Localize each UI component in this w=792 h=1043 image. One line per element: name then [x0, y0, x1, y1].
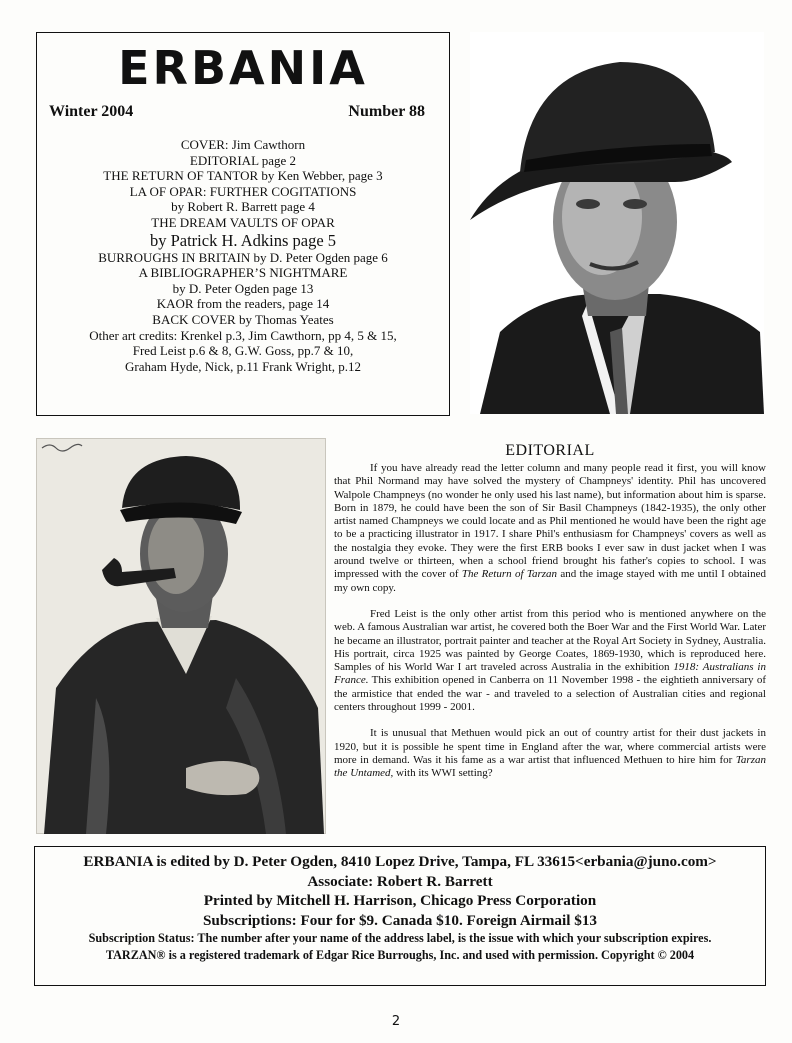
- table-of-contents: [37, 137, 449, 374]
- paragraph-text: Fred Leist is the only other artist from this period who is mentioned anywhere on the web. A famous Australian war artist, he covered both the Boer War and the First World War. Later he became an illustrator, portrait painter and teacher at the Royal Art Society in Sydney, Australia. His portrait, circa 1925 was painted by George Coates, 1869-1930, which is reproduced here. Samples of his World War I art traveled across Australia in the exhibition: [334, 607, 766, 674]
- toc-entry: Fred Leist p.6 & 8, G.W. Goss, pp.7 & 10,: [132, 343, 354, 359]
- photo-man-in-fedora: [470, 32, 764, 414]
- toc-entry: COVER: Jim Cawthorn: [180, 137, 306, 152]
- toc-entry: Graham Hyde, Nick, p.11 Frank Wright, p.12: [125, 358, 361, 374]
- editorial-paragraph-1: [334, 462, 766, 595]
- exhibition-title: 1918: Australians in France.: [334, 661, 766, 687]
- issue-line: [49, 103, 425, 121]
- associate-line: Associate: Robert R. Barrett: [307, 872, 493, 890]
- toc-entry: A BIBLIOGRAPHER’S NIGHTMARE: [138, 265, 348, 281]
- toc-entry: Other art credits: Krenkel p.3, Jim Cawthorn, pp 4, 5 & 15,: [89, 327, 397, 343]
- paragraph-text: and the image stayed with me until I obtained my own copy.: [334, 568, 766, 594]
- editor-line: ERBANIA is edited by D. Peter Ogden, 8410 Lopez Drive, Tampa, FL 33615<erbania@juno.com>: [83, 853, 717, 870]
- toc-entry: LA OF OPAR: FURTHER COGITATIONS: [129, 183, 357, 199]
- editorial-section: [334, 442, 766, 781]
- issue-number: Number 88: [348, 103, 425, 120]
- toc-entry: by Patrick H. Adkins page 5: [149, 230, 337, 250]
- page-number: 2: [391, 1014, 401, 1029]
- publication-info-box: [34, 846, 766, 986]
- portrait-painting-man-with-pipe: [36, 438, 326, 834]
- paragraph-text: It is unusual that Methuen would pick an out of country artist for their dust jackets in 1920, but it is possible he spent time in England after the war, where commercial artists were more in demand. Was it his fame as a war artist that influenced Methuen to hire him for: [334, 727, 766, 766]
- paragraph-text: This exhibition opened in Canberra on 11 November 1998 - the eightieth anniversary of the armistice that ended the war - and traveled to a selection of Australian cities and regional centers throughout 1999 - 2001.: [334, 674, 766, 714]
- printer-line: Printed by Mitchell H. Harrison, Chicago Press Corporation: [203, 892, 597, 909]
- paragraph-text: with its WWI setting?: [393, 767, 493, 780]
- masthead-title: ERBANIA: [118, 41, 368, 95]
- issue-season: Winter 2004: [49, 103, 134, 120]
- toc-entry: BACK COVER by Thomas Yeates: [152, 311, 334, 327]
- editorial-paragraph-3: [334, 727, 766, 780]
- editorial-heading: EDITORIAL: [505, 442, 595, 459]
- book-title: Tarzan the Untamed,: [334, 753, 766, 780]
- toc-entry: by Robert R. Barrett page 4: [171, 199, 315, 215]
- subscriptions-line: Subscriptions: Four for $9. Canada $10. Foreign Airmail $13: [202, 911, 598, 929]
- toc-entry: BURROUGHS IN BRITAIN by D. Peter Ogden page 6: [98, 249, 388, 265]
- trademark-line: TARZAN® is a registered trademark of Edgar Rice Burroughs, Inc. and used with permission. Copyright © 2004: [105, 948, 695, 962]
- subscription-status-line: Subscription Status: The number after your name of the address label, is the issue with which your subscription expires.: [88, 931, 712, 945]
- paragraph-text: If you have already read the letter column and many people read it first, you will know that Phil Normand may have solved the mystery of Champneys' identity. Phil has uncovered Walpole Champneys (no wonder he only used his last name), but information about him is sparse. Born in 1879, he could have been the son of Sir Basil Champneys (1842-1935), the only other artist named Champneys we could locate and as Phil mentioned he would have been the right age to be a practicing illustrator in 1917. I share Phil's enthusiasm for Champneys' covers as well as the nostalgia they evoke. They were the first ERB books I ever saw in dust jacket when I was around twelve or thirteen, when a school friend brought his father's copies to school. I was impressed with the cover of: [334, 462, 766, 581]
- contents-box: [36, 32, 450, 416]
- editorial-paragraph-2: [334, 608, 766, 714]
- toc-entry: THE RETURN OF TANTOR by Ken Webber, page 3: [103, 168, 383, 184]
- toc-entry: THE DREAM VAULTS OF OPAR: [151, 214, 335, 230]
- book-title: The Return of Tarzan: [461, 568, 558, 581]
- toc-entry: by D. Peter Ogden page 13: [172, 280, 314, 296]
- toc-entry: KAOR from the readers, page 14: [156, 296, 330, 312]
- toc-entry: EDITORIAL page 2: [189, 152, 297, 168]
